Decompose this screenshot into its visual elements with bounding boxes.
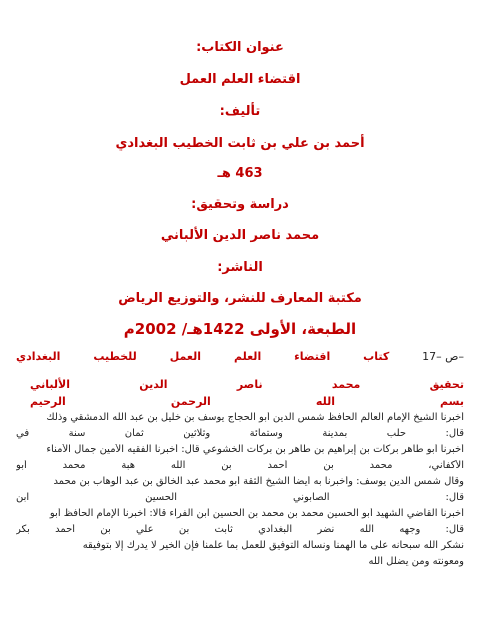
body-word: بكر bbox=[16, 524, 30, 535]
body-word: ثابت bbox=[214, 524, 233, 535]
body-word: حلب bbox=[386, 428, 407, 439]
editor-word: تحقيق bbox=[429, 378, 464, 391]
body-word: ثمان bbox=[124, 428, 144, 439]
body-line-justified bbox=[16, 460, 464, 471]
body-line: أخبرنا أبو طاهر بركات بن إبراهيم بن طاهر بن بركات الخشوعي قال: أخبرنا الفقيه الأمين جمال الأمناء bbox=[46, 444, 464, 455]
editor-word: محمد bbox=[331, 378, 361, 391]
body-word: أحمد bbox=[267, 460, 288, 471]
body-word: البغدادي bbox=[258, 524, 293, 535]
body-line: نشكر الله سبحانه على ما ألهمنا ونسأله التوفيق للعمل بما علمنا فإن الخير لا يدرك إلا بتوفيقه bbox=[82, 540, 464, 551]
editor-label: دراسة وتحقيق: bbox=[191, 197, 289, 212]
publisher-label: الناشر: bbox=[217, 260, 263, 275]
body-line-justified bbox=[16, 428, 464, 439]
body-line: وقال شمس الدين يوسف: وأخبرنا به أيضا الشيخ الثقة أبو محمد عبد الخالق بن عبد الوهاب بن محمد bbox=[53, 476, 464, 487]
body-line-justified bbox=[16, 492, 464, 503]
page-number: ص –17– bbox=[422, 350, 464, 363]
body-word: محمد bbox=[62, 460, 86, 471]
body-word: بمدينة bbox=[322, 428, 348, 439]
basmala-word: الله bbox=[315, 395, 335, 408]
body-word: بن bbox=[178, 524, 190, 535]
edition-info: الطبعة، الأولى 1422هـ/ 2002م bbox=[123, 320, 357, 338]
editor-row bbox=[30, 378, 464, 391]
body-word: الله bbox=[170, 460, 186, 471]
header-word: كتاب bbox=[363, 350, 390, 363]
body-line: أخبرنا القاضي الشهيد أبو الحسين محمد بن محمد بن الحسين ابن الفراء قالا: أخبرنا الإمام الحافظ أبو bbox=[49, 508, 464, 519]
body-word: وستمائة bbox=[249, 428, 283, 439]
body-word: أحمد bbox=[55, 524, 76, 535]
header-word: اقتضاء bbox=[294, 350, 331, 363]
body-word: هبة bbox=[121, 460, 135, 471]
header-word: البغدادي bbox=[16, 350, 61, 363]
editor-name: محمد ناصر الدين الألباني bbox=[160, 228, 320, 243]
body-word: قال: bbox=[445, 428, 464, 439]
basmala-word: الرحمن bbox=[170, 395, 211, 408]
body-word: سنة bbox=[68, 428, 86, 439]
editor-word: الدين bbox=[139, 378, 168, 391]
body-word: الأكفاني، bbox=[428, 460, 464, 471]
body-word: نضر bbox=[317, 524, 335, 535]
body-word: في bbox=[16, 428, 30, 439]
publisher-name: مكتبة المعارف للنشر، والتوزيع الرياض bbox=[118, 291, 362, 306]
header-word: للخطيب bbox=[93, 350, 137, 363]
body-word: الصابوني bbox=[292, 492, 330, 503]
body-word: قال: bbox=[445, 492, 464, 503]
body-word: بن bbox=[100, 524, 111, 535]
body-word: علي bbox=[135, 524, 154, 535]
body-word: قال: bbox=[445, 524, 464, 535]
body-word: بن bbox=[323, 460, 334, 471]
basmala-row bbox=[30, 395, 464, 408]
death-year: 463 هـ bbox=[217, 166, 263, 181]
body-line: أخبرنا الشيخ الإمام العالم الحافظ شمس الدين أبو الحجاج يوسف بن خليل بن عبد الله الدمشقي وذلك bbox=[46, 412, 464, 423]
body-word: محمد bbox=[369, 460, 393, 471]
header-row bbox=[16, 350, 464, 363]
body-word: الحسين bbox=[145, 492, 177, 503]
body-word: أبو bbox=[16, 460, 27, 471]
body-word: بن bbox=[221, 460, 232, 471]
basmala-word: بسم bbox=[440, 395, 464, 408]
header-word: العلم bbox=[233, 350, 262, 363]
header-word: العمل bbox=[169, 350, 202, 363]
author-label: تأليف: bbox=[219, 104, 261, 119]
book-title: اقتضاء العلم العمل bbox=[179, 72, 301, 87]
book-title-label: عنوان الكتاب: bbox=[196, 40, 284, 55]
body-word: الله bbox=[359, 524, 375, 535]
editor-word: ناصر bbox=[236, 378, 263, 391]
author-name: أحمد بن علي بن ثابت الخطيب البغدادي bbox=[115, 136, 365, 151]
body-word: وجهه bbox=[399, 524, 421, 535]
body-word: وثلاثين bbox=[183, 428, 211, 439]
basmala-word: الرحيم bbox=[30, 395, 66, 408]
body-word: ابن bbox=[16, 492, 30, 503]
body-line-justified bbox=[16, 524, 464, 535]
editor-word: الألباني bbox=[30, 378, 70, 391]
body-line: ومعونته ومن يضلل الله bbox=[368, 556, 464, 567]
